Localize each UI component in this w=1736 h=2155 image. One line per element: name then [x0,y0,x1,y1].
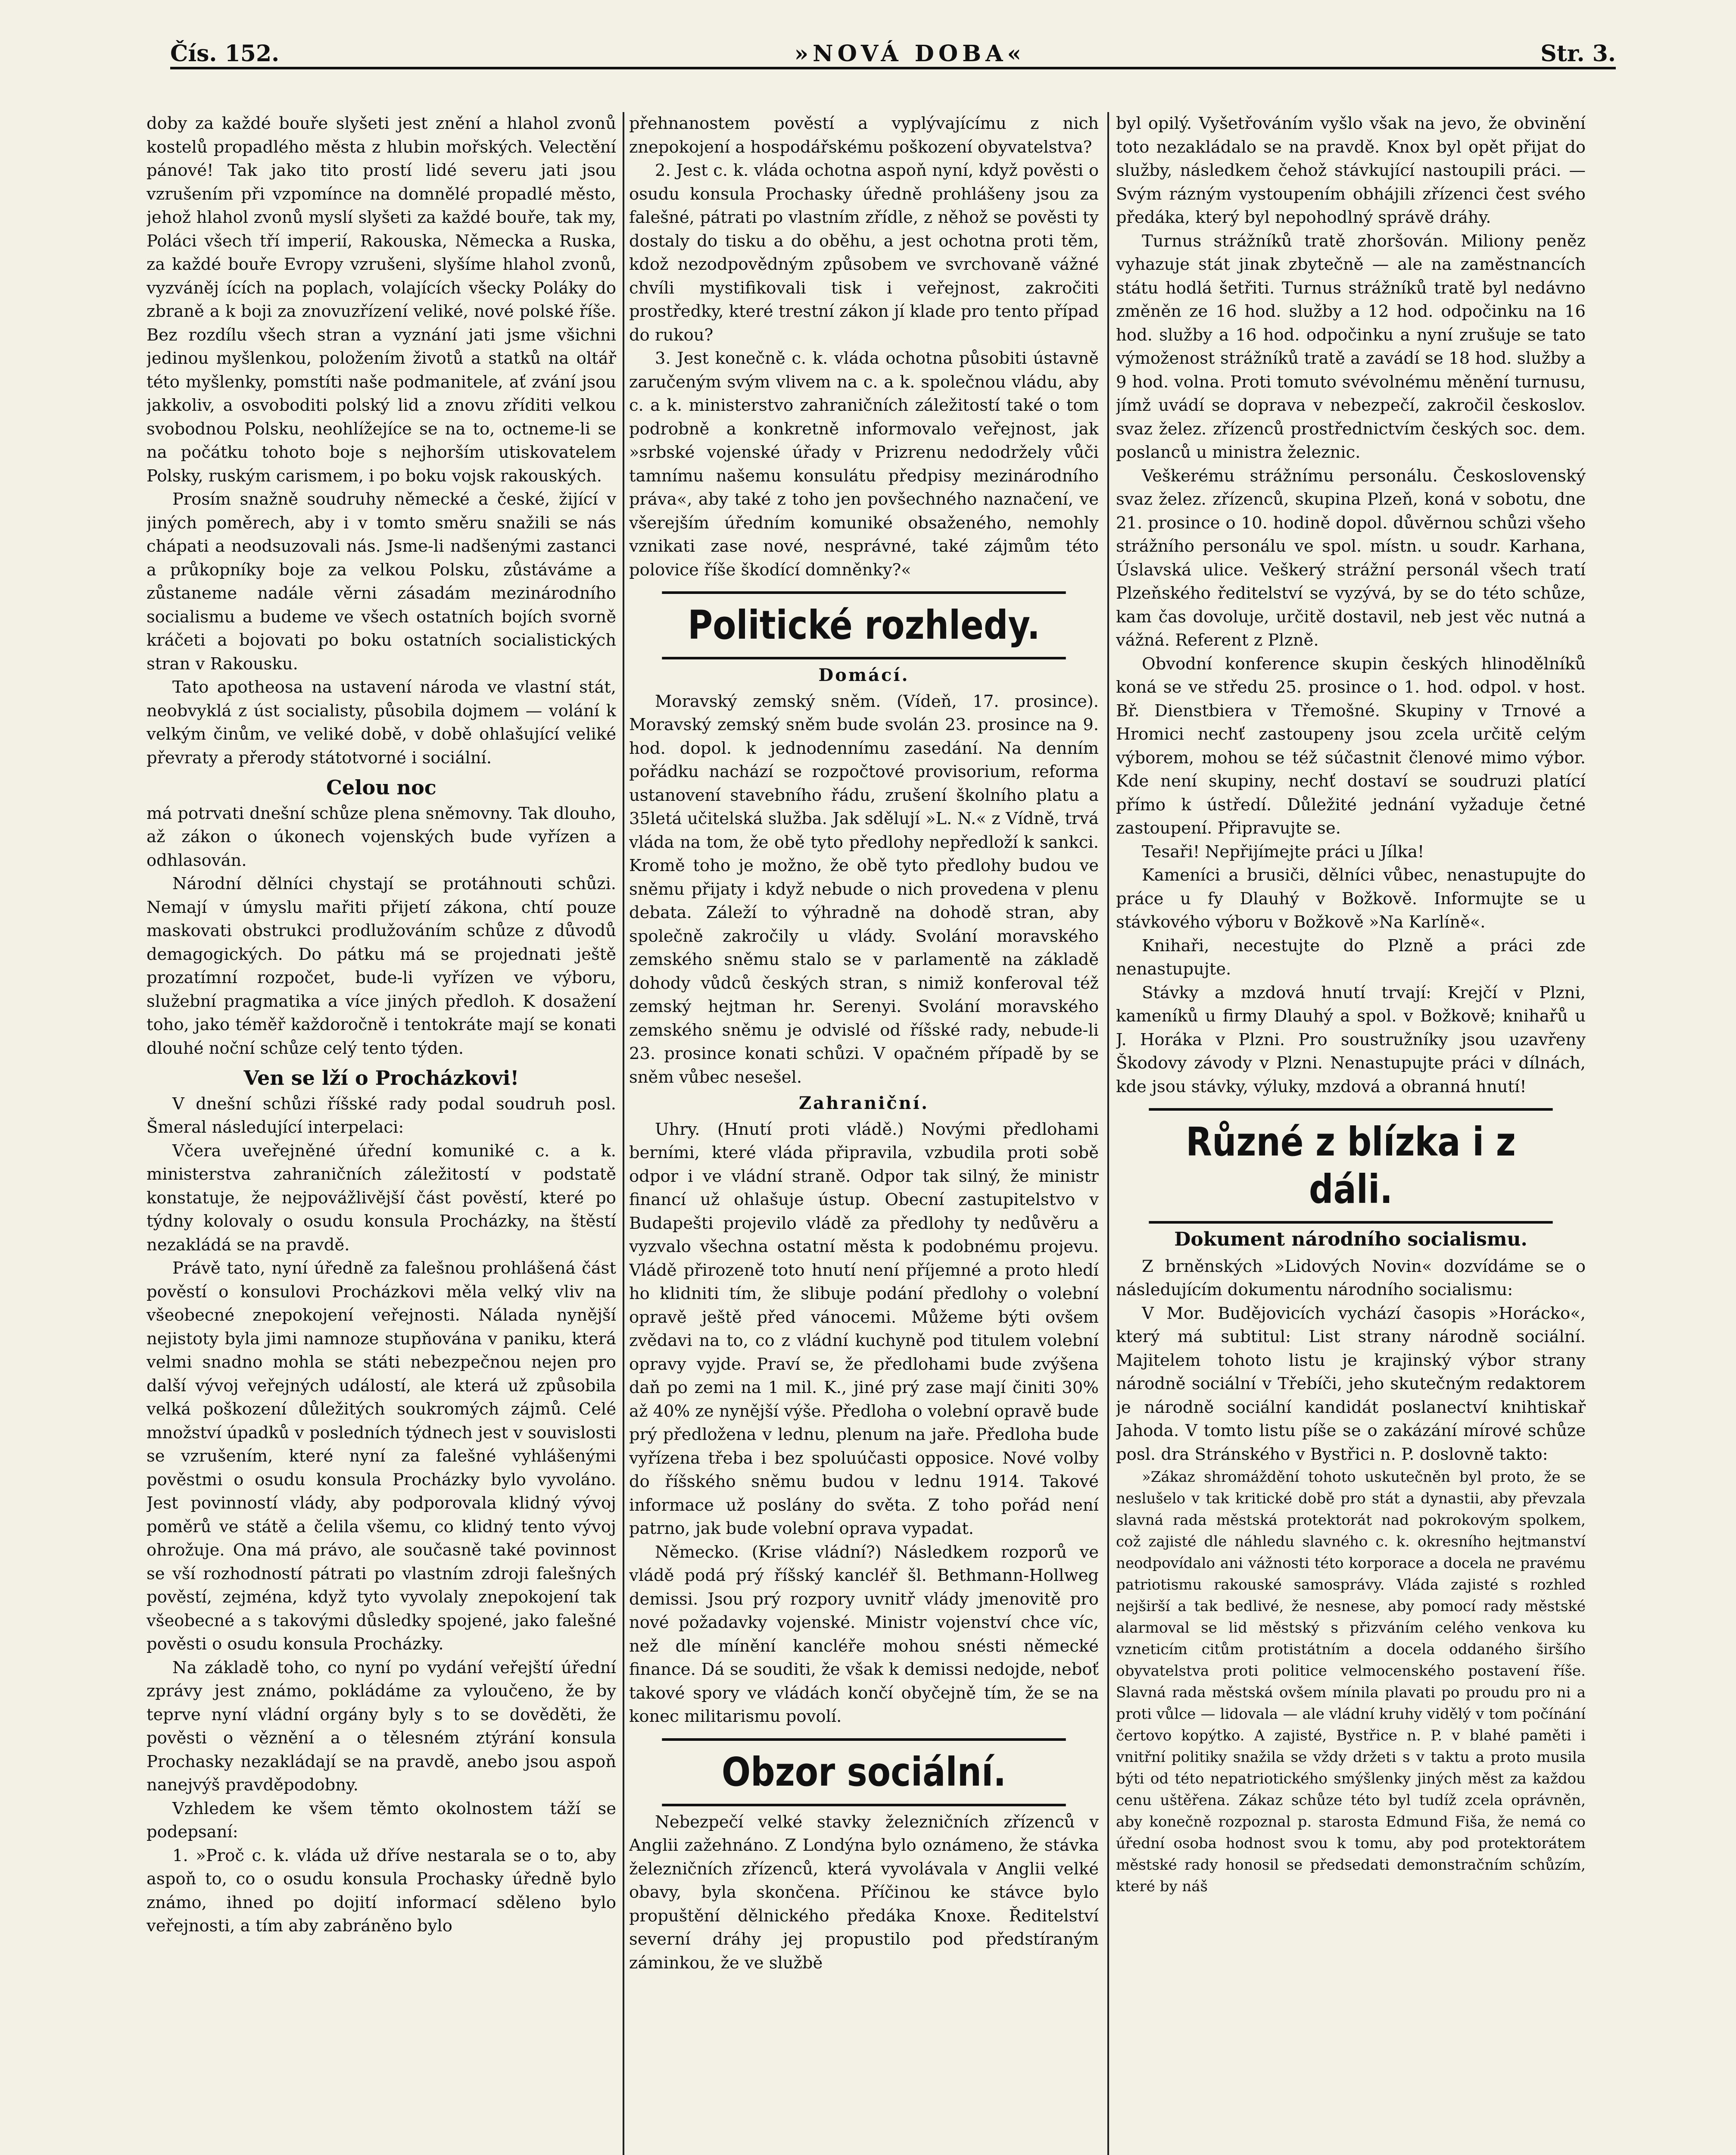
paragraph: 3. Jest konečně c. k. vláda ochotna působiti ústavně zaručeným svým vlivem na c. a k. společnou vládu, aby c. a k. ministerstvo zahraničních záležitostí také o tom podrobně a konkretně informovalo veřejnost, jak »srbské vojenské úřady v Prizrenu nedodržely vůči tamnímu našemu konsulátu předpisy mezinárodního práva«, aby také z toho jen povšechného naznačení, ve všerejším úředním komuniké obsaženého, nemohly vznikati zase nové, nesprávné, také zájmům této polovice říše škodící domněnky?« [629,349,1099,580]
column-3 [1116,112,1586,2155]
paragraph: V dnešní schůzi říšské rady podal soudruh posl. Šmeral následující interpelaci: [146,1094,616,1137]
paragraph: 2. Jest c. k. vláda ochotna aspoň nyní, když pověsti o osudu konsula Prochasky úředně prohlášeny jsou za falešné, pátrati po vlastním zřídle, z něhož se pověsti ty dostaly do tisku a do oběhu, a jest ochotna proti těm, kdož nezodpovědným způsobem ve svrchovaně vážné chvíli mystifikovali tisk i veřejnost, zakročiti prostředky, které trestní zákon jí klade pro tento případ do rukou? [629,161,1099,345]
paragraph: Uhry. (Hnutí proti vládě.) Novými předlohami berními, které vláda připravila, vzbudila proti sobě odpor i ve vládní straně. Odpor tak silný, že ministr financí už ohlašuje ústup. Obecní zastupitelstvo v Budapešti projevilo vládě za předlohy ty nedůvěru a vyzvalo všechna ostatní města k podobnému projevu. Vládě přirozeně toto hnutí není příjemné a proto hledí ho klidniti tím, že slibuje podání předlohy o volební opravě ještě před vánocemi. Můžeme býti ovšem zvědavi na to, co z vládní kuchyně pod titulem volební opravy vyjde. Praví se, že předlohami bude zvýšena daň po zemi na 1 mil. K., jiné prý zase mají činiti 30% až 40% ze nynější výše. Předloha o volební opravě bude prý předložena v lednu, plenum na jaře. Předloha bude vyřízena třeba i bez spoluúčasti opposice. Nové volby do říšského sněmu budou v lednu 1914. Takové informace už poslány do světa. Z toho pořád není patrno, jak bude volební oprava vypadat. [629,1119,1099,1538]
paragraph: 1. »Proč c. k. vláda už dříve nestarala se o to, aby aspoň to, co o osudu konsula Prochasky úředně bylo známo, ihned po dojití informací sděleno bylo veřejnosti, a tím aby zabráněno bylo [146,1846,616,1936]
column-1 [146,112,616,2155]
column-2 [629,112,1099,2155]
paragraph: Vzhledem ke všem těmto okolnostem táží se podepsaní: [146,1799,616,1842]
issue-number: Čís. 152. [170,41,280,67]
paragraph: Včera uveřejněné úřední komuniké c. a k. ministerstva zahraničních záležitostí v podstatě konstatuje, že nejpovážlivější část pověstí, které po týdny kolovaly o osudu konsula Procházky, na štěstí nezakládá se na pravdě. [146,1141,616,1255]
quoted-paragraph: »Zákaz shromáždění tohoto uskutečněn byl proto, že se neslušelo v tak kritické době pro stát a dynastii, aby převzala slavná rada městská protektorát nad pokrokovým spolkem, což zajisté dle náhledu slavného c. k. okresního hejtmanství neodpovídalo ani vážnosti této korporace a docela ne pravému patriotismu rakouské samosprávy. Vláda zajisté s rozhled nejširší a tak bedlivé, že nesnese, aby pomocí rady městské alarmoval se lid městský s přizváním celého venkova ku vzneticím citům protistátním a docela oddaného širšího obyvatelstva proti politice velmocenského postavení říše. Slavná rada městská ovšem mínila plavati po proudu pro ni a proti vůlce — lidovala — ale vládní kruhy vidělý v tom počínání čertovo kopýtko. A zajisté, Bystřice n. P. v blahé paměti i vnitřní politiky snažila se vždy držeti s v taktu a proto musila býti od této nepatriotického smýšlenky jiných měst za každou cenu uštěřena. Zákaz schůze této byl tudíž zcela oprávněn, aby konečně rozpoznal p. starosta Edmund Fiša, že nemá co úřední osoba hodnost svou k tomu, aby pod protektorátem městské rady honosil se předsedati demonstračním schůzím, které by náš [1116,1468,1586,1895]
paragraph: Prosím snažně soudruhy německé a české, žijící v jiných poměrech, aby i v tomto směru snažili se nás chápati a neodsuzovali nás. Jsme-li nadšenými zastanci a průkopníky boje za velkou Polsku, zůstáváme a zůstaneme nadále věrni zásadám mezinárodního socialismu a budeme ve všech ostatních bojích svorně kráčeti a bojovati po boku ostatních socialistických stran v Rakousku. [146,490,616,674]
paragraph: Nebezpečí velké stavky železničních zřízenců v Anglii zažehnáno. Z Londýna bylo oznámeno, že stávka železničních zřízenců, která vyvolávala v Anglii velké obavy, byla skončena. Příčinou ke stávce bylo propuštění dělnického předáka Knoxe. Ředitelství severní dráhy jej propustilo pod předstíraným záminkou, že ve službě [629,1812,1099,1973]
paragraph: Moravský zemský sněm. (Vídeň, 17. prosince). Moravský zemský sněm bude svolán 23. prosince na 9. hod. dopol. k jednodennímu zasedání. Na denním pořádku nachází se rozpočtové provisorium, reforma ustanovení stavebního řádu, zrušení školního platu a 35letá učitelská služba. Jak sdělují »L. N.« z Vídně, trvá vláda na tom, že obě tyto předlohy nepředloží k sankci. Kromě toho je možno, že obě tyto předlohy budou ve sněmu přijaty i když nebude o nich provedena v plenu debata. Záleží to výhradně na dohodě stran, aby společně zakročily u vlády. Svolání moravského zemského sněmu stalo se v parlamentě na základě dohody vůdců českých stran, s nimiž konferoval též zemský hejtman hr. Serenyi. Svolání moravského zemského sněmu je odvislé od říšské rady, nebude-li 23. prosince konati schůzi. V opačném případě by se sněm vůbec nesešel. [629,691,1099,1087]
section-heading: Dokument národního socialismu. [1174,1228,1527,1250]
paragraph: Knihaři, necestujte do Plzně a práci zde nenastupujte. [1116,936,1586,979]
paragraph: Obvodní konference skupin českých hlinodělníků koná se ve středu 25. prosince o 1. hod. odpol. v host. Bř. Dienstbiera v Třemošné. Skupiny v Trnové a Hromici nechť zastoupeny jsou zcela určitě celým výborem, mohou se též súčastnit členové mimo výbor. Kde není skupiny, nechť dostaví se soudruzi platící přímo k ústředí. Důležité jednání vyžaduje četné zastoupení. Připravujte se. [1116,654,1586,838]
section-title-politics: Politické rozhledy. [662,591,1066,659]
paragraph: přehnanostem pověstí a vyplývajícímu z nich znepokojení a hospodářskému poškození obyvatelstva? [629,114,1099,157]
paragraph: byl opilý. Vyšetřováním vyšlo však na jevo, že obvinění toto nezakládalo se na pravdě. Knox byl opět přijat do služby, následkem čehož stávkující nastoupili práci. — Svým rázným vystoupením obhájili zřízenci čest svého předáka, který byl nepohodlný správě dráhy. [1116,114,1586,227]
subsection-domestic: Domácí. [818,665,910,685]
page-number: Str. 3. [1540,41,1616,67]
paragraph: Turnus strážníků tratě zhoršován. Miliony peněz vyhazuje stát jinak zbytečně — ale na zaměstnancích státu hodlá šetřiti. Turnus strážníků tratě byl nedávno změněn ze 16 hod. služby a 12 hod. odpočinku na 16 hod. služby a 16 hod. odpočinku a nyní zrušuje se tato výmoženost strážníků tratě a zavádí se 18 hod. služby a 9 hod. volna. Proti tomuto svévolnému měnění turnusu, jímž uvádí se doprava v nebezpečí, zakročil českoslov. svaz želez. zřízenců prostřednictvím českých soc. dem. poslanců u ministra železnic. [1116,231,1586,462]
paragraph: Veškerému strážnímu personálu. Československý svaz želez. zřízenců, skupina Plzeň, koná v sobotu, dne 21. prosince o 10. hodině dopol. důvěrnou schůzi všeho strážního personálu ve spol. místn. u soudr. Karhana, Úslavská ulice. Veškerý strážní personál všech tratí Plzeňského ředitelství se vyzývá, by se do této schůze, kam čas dovoluje, určitě dostavil, neb jest věc nutná a vážná. Referent z Plzně. [1116,466,1586,650]
paragraph: má potrvati dnešní schůze plena sněmovny. Tak dlouho, až zákon o úkonech vojenských bude vyřízen a odhlasován. [146,803,616,870]
paragraph: Na základě toho, co nyní po vydání veřejští úřední zprávy jest známo, pokládáme za vyloučeno, že by teprve nyní vládní orgány byly s to se dověděti, že pověsti o věznění a o tělesném ztýrání konsula Prochasky nezakládají se na pravdě, anebo jsou aspoň nanejvýš pravděpodobny. [146,1658,616,1795]
page-header [170,26,1616,69]
paragraph: Stávky a mzdová hnutí trvají: Krejčí v Plzni, kameníků u firmy Dlauhý a spol. v Božkově; knihařů u J. Horáka v Plzni. Pro soustružníky jsou uzavřeny Škodovy závody v Plzni. Nenastupujte práci v dílnách, kde jsou stávky, výluky, mzdová a obranná hnutí! [1116,983,1586,1096]
paragraph: Německo. (Krise vládní?) Následkem rozporů ve vládě podá prý říšský kancléř šl. Bethmann-Hollweg demissi. Jsou prý rozpory uvnitř vlády jmenovitě pro nové požadavky vojenské. Ministr vojenství chce víc, než dle mínění kancléře mohou snésti německé finance. Dá se souditi, že však k demissi nedojde, neboť takové spory ve vládách končí obyčejně tím, že se na konec militarismu povolí. [629,1542,1099,1726]
paragraph: Tesaři! Nepřijímejte práci u Jílka! [1142,842,1424,862]
paragraph: Národní dělníci chystají se protáhnouti schůzi. Nemají v úmyslu mařiti přijetí zákona, chtí pouze maskovati obstrukci prodlužováním schůze z důvodů demagogických. Do pátku má se projednati ještě prozatímní rozpočet, bude-li vyřízen ve výboru, služební pragmatika a více jiných předloh. K dosažení toho, jako téměř každoročně i tentokráte mají se konati dlouhé noční schůze celý tento týden. [146,874,616,1058]
paragraph: doby za každé bouře slyšeti jest znění a hlahol zvonů kostelů propadlého města z hlubin mořských. Velectění pánové! Tak jako tito prostí lidé severu jati jsou vzrušením při vzpomínce na domnělé propadlé město, jehož hlahol zvonů myslí slyšeti za každé bouře, tak my, Poláci všech tří imperií, Rakouska, Německa a Ruska, za každé bouře Evropy vzrušeni, slyšíme hlahol zvonů, vyzváněj ících na poplach, volajících všecky Poláky do zbraně a k boji za znovuzřízení veliké, nové polské říše. Bez rozdílu všech stran a vyznání jati jsme všichni jedinou myšlenkou, položením životů a statků na oltář této myšlenky, pomstíti naše podmanitele, ať zvání jsou jakkoliv, a osvoboditi polský lid a znovu zříditi velkou svobodnou Polsku, neohlížejíce se na to, octneme-li se na počátku tohoto boje s nejhorším utiskovatelem Polsky, ruským carismem, i po boku vojsk rakouských. [146,114,616,486]
section-heading: Ven se lží o Procházkovi! [243,1066,519,1090]
section-title-misc: Různé z blízka i z dáli. [1149,1108,1552,1224]
paragraph: Právě tato, nyní úředně za falešnou prohlášená část pověstí o konsulovi Procházkovi měla velký vliv na všeobecné znepokojení veřejnosti. Nálada nynější nejistoty byla jimi namnoze stupňována v paniku, která velmi snadno mohla se státi nebezpečnou nejen pro další vývoj veřejných událostí, ale která už způsobila velká poškození důležitých soukromých zájmů. Celé množství úpadků v posledních týdnech jest v souvislosti se vzrušením, které nyní za falešné vyhlášenými pověstmi o osudu konsula Procházky bylo vyvoláno. Jest povinností vlády, aby podporovala klidný vývoj poměrů ve státě a čelila všemu, co klidný tento vývoj ohrožuje. Ona má právo, ale současně také povinnost se vší rozhodností pátrati po vlastním zdroji falešných pověstí, zejména, když tyto vyvolaly znepokojení tak všeobecné a s takovými důsledky spojené, jako falešné pověsti o osudu konsula Procházky. [146,1259,616,1654]
masthead-title: »NOVÁ DOBA« [794,41,1025,67]
subsection-foreign: Zahraniční. [798,1093,929,1113]
paragraph: Z brněnských »Lidových Novin« dozvídáme se o následujícím dokumentu národního socialismu: [1116,1256,1586,1299]
paragraph: V Mor. Budějovicích vychází časopis »Horácko«, který má subtitul: List strany národně sociální. Majitelem tohoto listu je krajinský výbor strany národně sociální v Třebíči, jeho skutečným redaktorem je národně sociální kandidát poslanectví knihtiskař Jahoda. V tomto listu píše se o zakázání mírové schůze posl. dra Stránského v Bystřici n. P. doslovně takto: [1116,1303,1586,1464]
section-title-social: Obzor sociální. [662,1738,1066,1806]
section-heading: Celou noc [326,776,436,799]
paragraph: Tato apotheosa na ustavení národa ve vlastní stát, neobvyklá z úst socialisty, působila dojmem — volání k velkým činům, ve veliké době, v době ohlašující veliké převraty a přerody státotvorné i sociální. [146,678,616,768]
column-rule-2 [1107,112,1109,2155]
paragraph: Kameníci a brusiči, dělníci vůbec, nenastupujte do práce u fy Dlauhý v Božkově. Informujte se u stávkového výboru v Božkově »Na Karlíně«. [1116,865,1586,932]
column-rule-1 [623,112,624,2155]
